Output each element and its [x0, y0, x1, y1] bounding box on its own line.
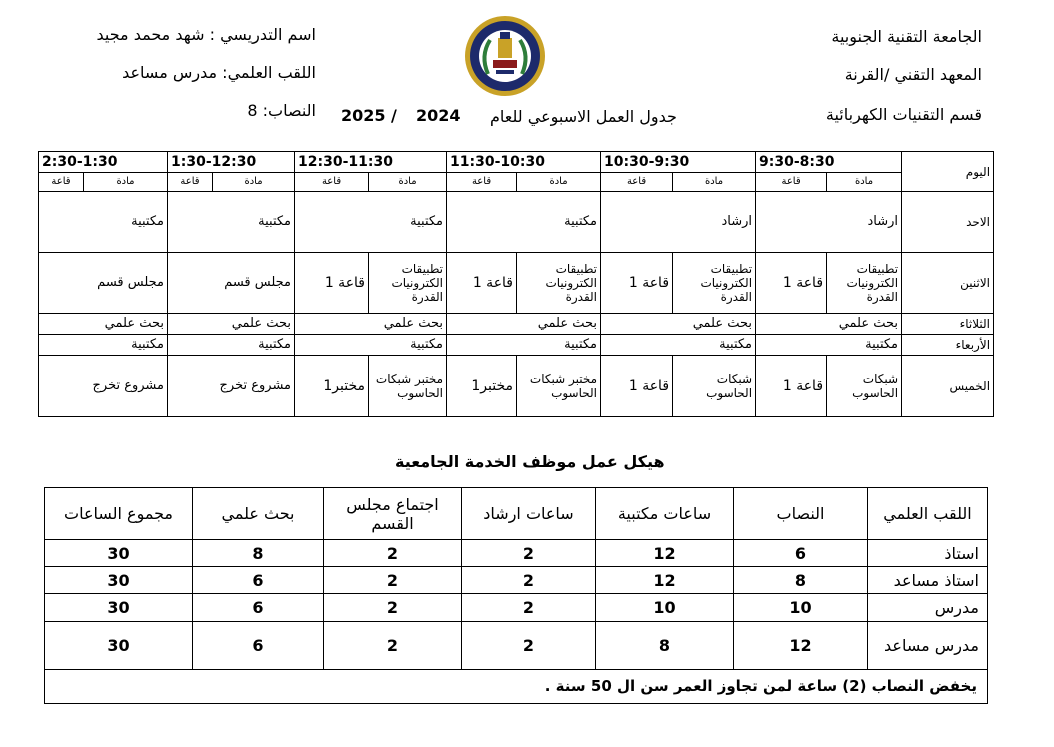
cell-tue-3: بحث علمي	[447, 313, 601, 334]
col-council-meeting: اجتماع مجلس القسم	[324, 488, 462, 540]
table-row	[45, 622, 988, 670]
staff-structure-table	[44, 487, 988, 704]
schedule-title: جدول العمل الاسبوعي للعام	[490, 107, 677, 126]
department-name: قسم التقنيات الكهربائية	[825, 105, 982, 124]
year-start: 2024	[416, 106, 461, 125]
cell-wed-6: مكتبية	[39, 334, 168, 355]
advising-hours-cell: 2	[462, 567, 596, 594]
council-meeting-cell: 2	[324, 594, 462, 622]
cell-tue-6: بحث علمي	[39, 313, 168, 334]
cell-mon-4-subject: تطبيقات الكترونيات القدرة	[369, 253, 447, 313]
subject-label: مادة	[517, 173, 601, 192]
cell-mon-1-subject: تطبيقات الكترونيات القدرة	[827, 253, 902, 313]
day-sunday: الاحد	[902, 192, 994, 253]
table-row	[45, 594, 988, 622]
period-6: 2:30-1:30	[39, 152, 168, 173]
cell-wed-4: مكتبية	[295, 334, 447, 355]
period-4: 12:30-11:30	[295, 152, 447, 173]
row-tuesday	[39, 313, 994, 334]
office-hours-cell: 12	[596, 540, 734, 567]
research-cell: 6	[193, 594, 324, 622]
cell-sun-5: مكتبية	[168, 192, 295, 253]
cell-mon-5: مجلس قسم	[168, 253, 295, 313]
cell-thu-6: مشروع تخرج	[39, 355, 168, 416]
council-meeting-cell: 2	[324, 567, 462, 594]
periods-row	[39, 152, 994, 173]
cell-thu-1-subject: شبكات الحاسوب	[827, 355, 902, 416]
room-label: قاعة	[447, 173, 517, 192]
research-cell: 8	[193, 540, 324, 567]
council-meeting-cell: 2	[324, 540, 462, 567]
day-monday: الاثنين	[902, 253, 994, 313]
advising-hours-cell: 2	[462, 594, 596, 622]
subheader-row	[39, 173, 994, 192]
period-2: 10:30-9:30	[601, 152, 756, 173]
day-header: اليوم	[902, 152, 994, 192]
cell-thu-4-subject: مختبر شبكات الحاسوب	[369, 355, 447, 416]
cell-mon-4-room: قاعة 1	[295, 253, 369, 313]
cell-sun-4: مكتبية	[295, 192, 447, 253]
cell-thu-3-subject: مختبر شبكات الحاسوب	[517, 355, 601, 416]
council-meeting-cell: 2	[324, 622, 462, 670]
instructor-name: اسم التدريسي : شهد محمد مجيد	[96, 25, 316, 44]
cell-tue-4: بحث علمي	[295, 313, 447, 334]
room-label: قاعة	[756, 173, 827, 192]
cell-wed-5: مكتبية	[168, 334, 295, 355]
research-cell: 6	[193, 622, 324, 670]
cell-tue-5: بحث علمي	[168, 313, 295, 334]
rank-cell: استاذ مساعد	[868, 567, 988, 594]
university-logo	[462, 14, 548, 98]
subject-label: مادة	[827, 173, 902, 192]
cell-mon-2-room: قاعة 1	[601, 253, 673, 313]
advising-hours-cell: 2	[462, 622, 596, 670]
cell-wed-3: مكتبية	[447, 334, 601, 355]
cell-sun-3: مكتبية	[447, 192, 601, 253]
table-row	[45, 567, 988, 594]
quota-cell: 8	[734, 567, 868, 594]
total-hours-cell: 30	[45, 622, 193, 670]
row-monday	[39, 253, 994, 313]
cell-thu-4-room: مختبر1	[295, 355, 369, 416]
cell-mon-2-subject: تطبيقات الكترونيات القدرة	[673, 253, 756, 313]
row-sunday	[39, 192, 994, 253]
cell-thu-1-room: قاعة 1	[756, 355, 827, 416]
cell-sun-6: مكتبية	[39, 192, 168, 253]
staff-table-title: هيكل عمل موظف الخدمة الجامعية	[395, 452, 665, 471]
subject-label: مادة	[84, 173, 168, 192]
cell-mon-3-room: قاعة 1	[447, 253, 517, 313]
total-hours-cell: 30	[45, 594, 193, 622]
office-hours-cell: 8	[596, 622, 734, 670]
weekly-schedule-table	[38, 151, 994, 417]
total-hours-cell: 30	[45, 567, 193, 594]
subject-label: مادة	[213, 173, 295, 192]
subject-label: مادة	[369, 173, 447, 192]
period-3: 11:30-10:30	[447, 152, 601, 173]
year-separator: /	[391, 106, 397, 125]
cell-tue-2: بحث علمي	[601, 313, 756, 334]
room-label: قاعة	[601, 173, 673, 192]
cell-wed-2: مكتبية	[601, 334, 756, 355]
staff-header-row	[45, 488, 988, 540]
room-label: قاعة	[39, 173, 84, 192]
subject-label: مادة	[673, 173, 756, 192]
cell-mon-1-room: قاعة 1	[756, 253, 827, 313]
instructor-quota: النصاب: 8	[247, 101, 316, 120]
row-wednesday	[39, 334, 994, 355]
cell-sun-2: ارشاد	[601, 192, 756, 253]
quota-cell: 10	[734, 594, 868, 622]
cell-thu-3-room: مختبر1	[447, 355, 517, 416]
col-advising-hours: ساعات ارشاد	[462, 488, 596, 540]
day-tuesday: الثلاثاء	[902, 313, 994, 334]
table-row	[45, 540, 988, 567]
office-hours-cell: 10	[596, 594, 734, 622]
rank-cell: مدرس مساعد	[868, 622, 988, 670]
university-name: الجامعة التقنية الجنوبية	[831, 27, 982, 46]
rank-cell: استاذ	[868, 540, 988, 567]
total-hours-cell: 30	[45, 540, 193, 567]
period-1: 9:30-8:30	[756, 152, 902, 173]
office-hours-cell: 12	[596, 567, 734, 594]
rank-cell: مدرس	[868, 594, 988, 622]
cell-mon-3-subject: تطبيقات الكترونيات القدرة	[517, 253, 601, 313]
row-thursday	[39, 355, 994, 416]
cell-mon-6: مجلس قسم	[39, 253, 168, 313]
cell-thu-2-room: قاعة 1	[601, 355, 673, 416]
cell-thu-5: مشروع تخرج	[168, 355, 295, 416]
year-end: 2025	[341, 106, 386, 125]
advising-hours-cell: 2	[462, 540, 596, 567]
cell-wed-1: مكتبية	[756, 334, 902, 355]
research-cell: 6	[193, 567, 324, 594]
col-office-hours: ساعات مكتبية	[596, 488, 734, 540]
day-thursday: الخميس	[902, 355, 994, 416]
cell-sun-1: ارشاد	[756, 192, 902, 253]
room-label: قاعة	[168, 173, 213, 192]
col-research: بحث علمي	[193, 488, 324, 540]
instructor-rank: اللقب العلمي: مدرس مساعد	[122, 63, 316, 82]
quota-note: يخفض النصاب (2) ساعة لمن تجاوز العمر سن ال 50 سنة .	[45, 670, 988, 704]
col-total-hours: مجموع الساعات	[45, 488, 193, 540]
period-5: 1:30-12:30	[168, 152, 295, 173]
cell-tue-1: بحث علمي	[756, 313, 902, 334]
cell-thu-2-subject: شبكات الحاسوب	[673, 355, 756, 416]
institute-name: المعهد التقني /القرنة	[844, 65, 982, 84]
quota-cell: 6	[734, 540, 868, 567]
room-label: قاعة	[295, 173, 369, 192]
day-wednesday: الأربعاء	[902, 334, 994, 355]
quota-cell: 12	[734, 622, 868, 670]
col-rank: اللقب العلمي	[868, 488, 988, 540]
note-row	[45, 670, 988, 704]
col-quota: النصاب	[734, 488, 868, 540]
